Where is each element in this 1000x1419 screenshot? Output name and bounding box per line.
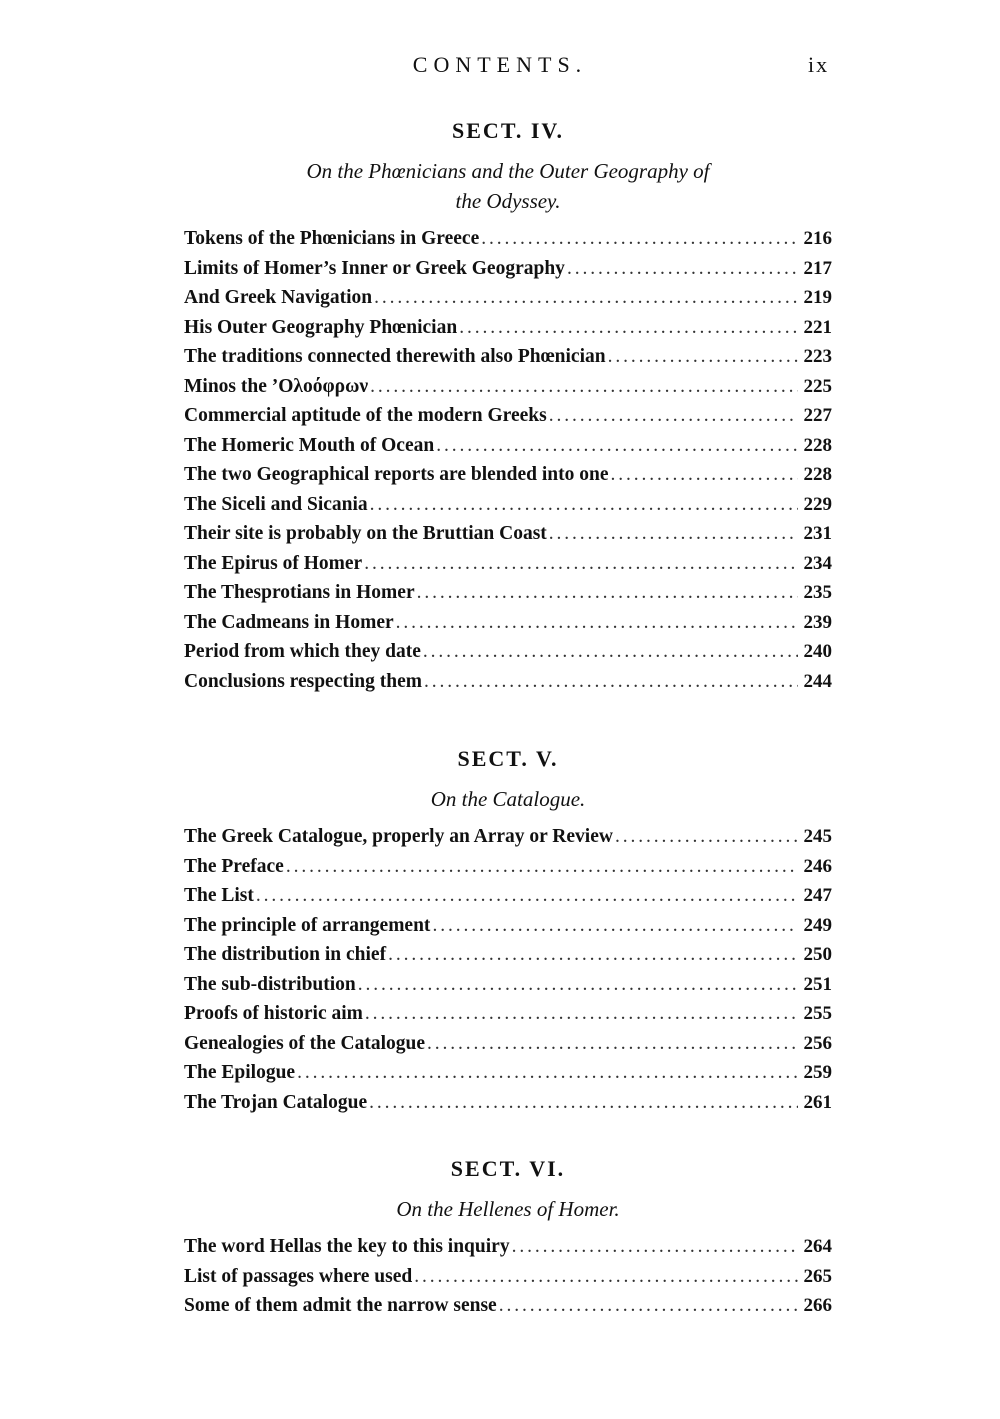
- section-subtitle: [184, 784, 832, 814]
- toc-entry-title: The word Hellas the key to this inquiry: [184, 1236, 510, 1257]
- dot-leader: [358, 970, 798, 1000]
- toc-entry: [184, 1232, 832, 1262]
- toc-entry-page: 223: [803, 346, 832, 367]
- toc-entry-title: Some of them admit the narrow sense: [184, 1295, 497, 1316]
- toc-entry-title: The Trojan Catalogue: [184, 1091, 368, 1113]
- toc-entry: [184, 852, 832, 882]
- toc-entry-page: 249: [803, 914, 832, 936]
- section-iv: [184, 118, 832, 696]
- toc-entry-page: 221: [803, 316, 832, 338]
- dot-leader: [414, 1262, 797, 1292]
- toc-list: [184, 224, 832, 696]
- dot-leader: [567, 254, 798, 284]
- toc-entry: [184, 1058, 832, 1088]
- section-vi: [184, 1156, 832, 1321]
- toc-entry: [184, 1029, 832, 1059]
- toc-entry-page: 229: [803, 493, 832, 515]
- section-subtitle: [184, 1194, 832, 1224]
- toc-entry: [184, 578, 832, 608]
- toc-entry-title: Commercial aptitude of the modern Greeks: [184, 405, 547, 426]
- toc-entry: [184, 313, 832, 343]
- toc-entry-title: Genealogies of the Catalogue: [184, 1032, 426, 1054]
- dot-leader: [370, 490, 798, 520]
- toc-list: [184, 822, 832, 1117]
- section-subtitle-line: On the Phœnicians and the Outer Geography of: [306, 159, 710, 183]
- toc-entry-page: 255: [803, 1003, 832, 1024]
- toc-entry: [184, 608, 832, 638]
- toc-entry-title: The Greek Catalogue, properly an Array or Review: [184, 826, 613, 847]
- toc-entry: [184, 637, 832, 667]
- toc-entry-title: Their site is probably on the Bruttian Coast: [184, 523, 547, 544]
- toc-entry-page: 246: [803, 855, 832, 877]
- dot-leader: [365, 999, 798, 1029]
- toc-entry-title: The Siceli and Sicania: [184, 493, 368, 515]
- toc-entry-page: 261: [803, 1091, 832, 1113]
- toc-entry-page: 227: [803, 405, 832, 426]
- toc-entry-title: The distribution in chief: [184, 944, 387, 965]
- dot-leader: [512, 1232, 798, 1262]
- toc-entry: [184, 1262, 832, 1292]
- toc-entry-title: The Epirus of Homer: [184, 552, 363, 574]
- toc-entry-title: The Homeric Mouth of Ocean: [184, 434, 435, 456]
- toc-entry: [184, 940, 832, 970]
- running-title: CONTENTS.: [412, 52, 588, 77]
- toc-entry-page: 235: [803, 582, 832, 603]
- toc-entry-page: 228: [803, 434, 832, 456]
- section-heading: SECT. IV.: [452, 118, 564, 143]
- toc-entry-page: 216: [803, 228, 832, 249]
- toc-entry-title: Limits of Homer’s Inner or Greek Geography: [184, 257, 565, 279]
- dot-leader: [436, 431, 797, 461]
- dot-leader: [499, 1291, 798, 1321]
- dot-leader: [396, 608, 798, 638]
- toc-entry-page: 240: [803, 641, 832, 662]
- toc-entry-title: The Epilogue: [184, 1062, 296, 1083]
- section-v: [184, 746, 832, 1117]
- dot-leader: [364, 549, 797, 579]
- toc-entry-page: 217: [803, 257, 832, 279]
- toc-entry-page: 234: [803, 552, 832, 574]
- section-subtitle-line: the Odyssey.: [455, 189, 561, 213]
- dot-leader: [549, 401, 798, 431]
- dot-leader: [423, 637, 798, 667]
- dot-leader: [432, 911, 797, 941]
- toc-entry: [184, 1291, 832, 1321]
- toc-entry-title: The two Geographical reports are blended into one: [184, 464, 609, 485]
- toc-entry-page: 264: [803, 1236, 832, 1257]
- toc-entry-title: The traditions connected therewith also Phœnician: [184, 346, 606, 367]
- toc-entry-page: 247: [803, 885, 832, 906]
- toc-entry-page: 265: [803, 1265, 832, 1287]
- toc-entry: [184, 490, 832, 520]
- toc-entry: [184, 999, 832, 1029]
- toc-entry-title: The principle of arrangement: [184, 914, 431, 936]
- toc-entry-title: The Thesprotians in Homer: [184, 582, 415, 603]
- toc-entry: [184, 881, 832, 911]
- dot-leader: [374, 283, 797, 313]
- toc-list: [184, 1232, 832, 1321]
- toc-entry-title: The List: [184, 885, 254, 906]
- toc-entry: [184, 254, 832, 284]
- toc-entry: [184, 519, 832, 549]
- toc-entry: [184, 342, 832, 372]
- toc-entry-title: The Preface: [184, 855, 284, 877]
- toc-entry-title: The Cadmeans in Homer: [184, 611, 394, 633]
- toc-entry-title: List of passages where used: [184, 1265, 413, 1287]
- dot-leader: [615, 822, 798, 852]
- toc-entry: [184, 822, 832, 852]
- toc-entry-title: His Outer Geography Phœnician: [184, 316, 458, 338]
- dot-leader: [370, 372, 797, 402]
- toc-entry-title: The sub-distribution: [184, 973, 356, 995]
- section-subtitle: [184, 156, 832, 216]
- toc-entry-page: 250: [803, 944, 832, 965]
- section-heading: SECT. VI.: [450, 1156, 566, 1181]
- dot-leader: [459, 313, 797, 343]
- running-head: [0, 52, 1000, 82]
- toc-entry-page: 225: [803, 375, 832, 397]
- toc-entry: [184, 549, 832, 579]
- dot-leader: [417, 578, 798, 608]
- page-number: ix: [808, 52, 830, 77]
- dot-leader: [256, 881, 797, 911]
- toc-entry-page: 219: [803, 287, 832, 308]
- dot-leader: [369, 1088, 797, 1118]
- toc-entry: [184, 401, 832, 431]
- toc-entry-title: Proofs of historic aim: [184, 1003, 363, 1024]
- toc-entry-title: Tokens of the Phœnicians in Greece: [184, 228, 480, 249]
- dot-leader: [427, 1029, 797, 1059]
- toc-entry: [184, 283, 832, 313]
- toc-entry-page: 245: [803, 826, 832, 847]
- toc-entry: [184, 460, 832, 490]
- toc-entry: [184, 1088, 832, 1118]
- toc-entry-page: 266: [803, 1295, 832, 1316]
- section-subtitle-line: On the Catalogue.: [430, 787, 586, 811]
- dot-leader: [549, 519, 798, 549]
- toc-entry-title: Period from which they date: [184, 641, 421, 662]
- toc-entry-title: And Greek Navigation: [184, 287, 373, 308]
- toc-entry-page: 259: [803, 1062, 832, 1083]
- toc-entry: [184, 911, 832, 941]
- dot-leader: [481, 224, 797, 254]
- dot-leader: [286, 852, 798, 882]
- dot-leader: [610, 460, 797, 490]
- section-heading: SECT. V.: [457, 746, 559, 771]
- toc-entry-page: 251: [803, 973, 832, 995]
- dot-leader: [608, 342, 798, 372]
- toc-entry-page: 231: [803, 523, 832, 544]
- toc-entry-title: Conclusions respecting them: [184, 670, 422, 692]
- dot-leader: [297, 1058, 797, 1088]
- section-subtitle-line: On the Hellenes of Homer.: [396, 1197, 620, 1221]
- toc-entry: [184, 431, 832, 461]
- toc-entry-page: 256: [803, 1032, 832, 1054]
- toc-entry: [184, 970, 832, 1000]
- toc-entry: [184, 224, 832, 254]
- toc-entry-page: 239: [803, 611, 832, 633]
- dot-leader: [424, 667, 798, 697]
- toc-entry-page: 228: [803, 464, 832, 485]
- toc-entry: [184, 667, 832, 697]
- toc-entry: [184, 372, 832, 402]
- dot-leader: [388, 940, 797, 970]
- toc-entry-page: 244: [803, 670, 832, 692]
- toc-entry-title: Minos the ’Ολοόφρων: [184, 375, 369, 397]
